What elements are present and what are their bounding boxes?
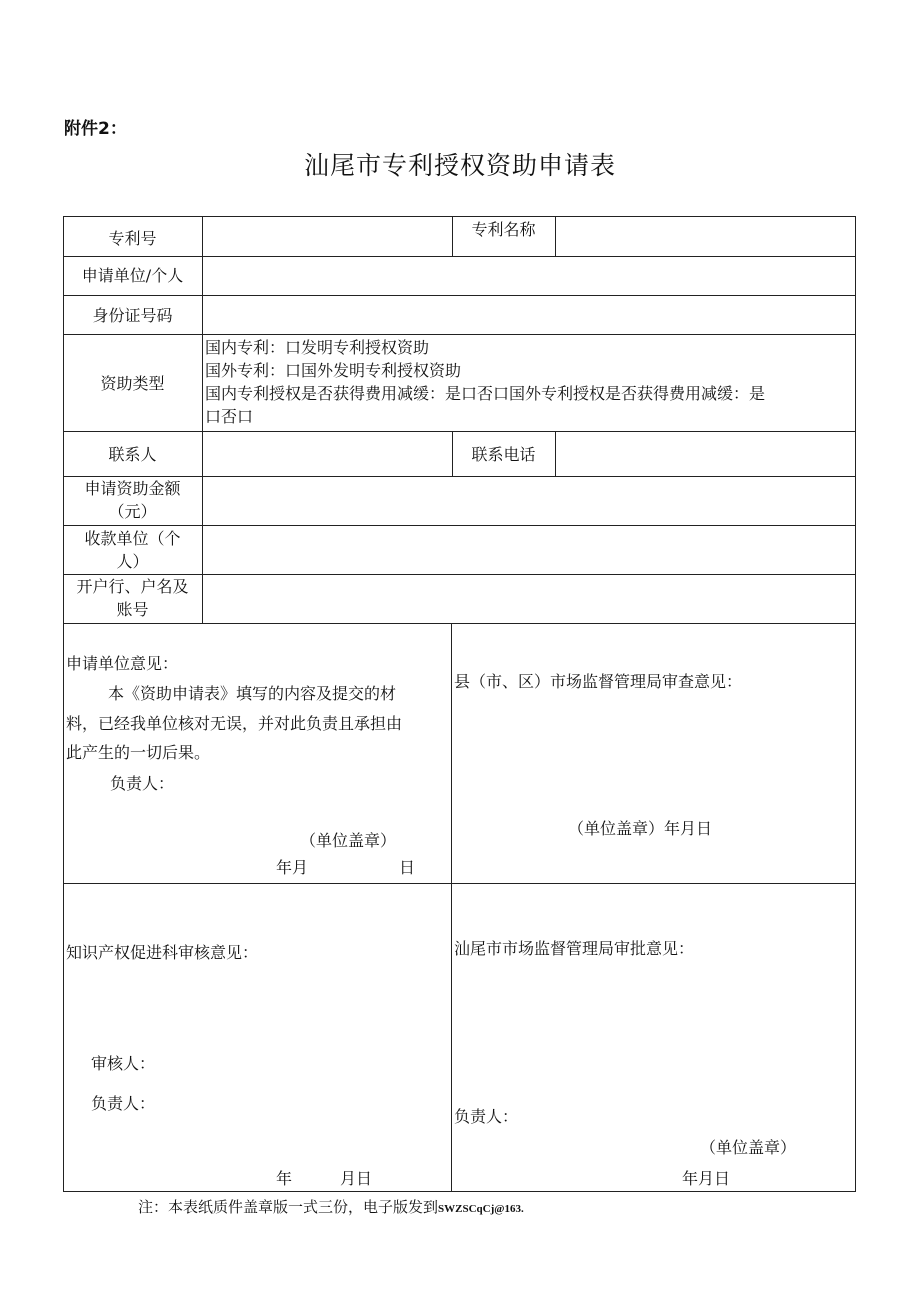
applicant-responsible-person: 负责人： (110, 774, 175, 793)
row-divider (63, 334, 856, 335)
table-border-bottom (63, 1191, 856, 1192)
funding-type-label: 资助类型 (100, 374, 165, 393)
row-divider (63, 883, 856, 884)
phone-field[interactable] (556, 432, 855, 476)
id-number-label: 身份证号码 (92, 306, 173, 325)
form-title: 汕尾市专利授权资助申请表 (303, 151, 616, 180)
ip-section-date-md: 月日 (340, 1169, 373, 1188)
applicant-opinion-text-line3: 此产生的一切后果。 (66, 743, 211, 762)
opinion-column-divider (451, 623, 452, 1191)
applicant-date-ym: 年月 (276, 858, 309, 877)
city-bureau-opinion-title: 汕尾市市场监督管理局审批意见： (454, 939, 695, 958)
id-number-field[interactable] (203, 296, 855, 334)
contact-label: 联系人 (108, 445, 157, 464)
table-border-right (855, 216, 856, 1192)
phone-label: 联系电话 (471, 445, 536, 464)
patent-no-label: 专利号 (108, 229, 157, 248)
fee-reduction-option-cont[interactable]: 口否口 (205, 407, 254, 426)
applicant-opinion-title: 申请单位意见： (66, 654, 179, 673)
bank-label-line2: 账号 (116, 600, 149, 619)
amount-label-line1: 申请资助金额 (84, 479, 181, 498)
applicant-label: 申请单位/个人 (81, 266, 184, 285)
payee-label-line2: 人） (116, 552, 149, 571)
patent-no-field[interactable] (203, 217, 452, 256)
patent-name-field[interactable] (556, 217, 855, 256)
amount-field[interactable] (203, 477, 855, 525)
applicant-opinion-text-line2: 料，已经我单位核对无误，并对此负责且承担由 (66, 714, 403, 733)
payee-label-line1: 收款单位（个 (84, 529, 181, 548)
applicant-opinion-text-line1: 本《资助申请表》填写的内容及提交的材 (108, 684, 397, 703)
fee-reduction-option[interactable]: 国内专利授权是否获得费用减缓：是口否口国外专利授权是否获得费用减缓：是 (205, 384, 766, 403)
county-opinion-title: 县（市、区）市场监督管理局审查意见： (454, 672, 743, 691)
row-divider (63, 623, 856, 624)
ip-section-opinion-title: 知识产权促进科审核意见： (66, 943, 259, 962)
bank-label-line1: 开户行、户名及 (76, 577, 189, 596)
ip-section-reviewer: 审核人： (91, 1054, 156, 1073)
applicant-seal: （单位盖章） (300, 831, 397, 850)
footer-note (138, 1196, 524, 1217)
city-bureau-seal: （单位盖章） (700, 1138, 797, 1157)
payee-field[interactable] (203, 526, 855, 574)
applicant-date-d: 日 (399, 858, 416, 877)
ip-section-date-y: 年 (276, 1169, 293, 1188)
city-bureau-responsible-person: 负责人： (454, 1107, 519, 1126)
foreign-type-option[interactable]: 国外专利：口国外发明专利授权资助 (205, 361, 462, 380)
applicant-field[interactable] (203, 257, 855, 295)
table-border-left (63, 216, 64, 1192)
contact-field[interactable] (203, 432, 452, 476)
county-seal-date: （单位盖章）年月日 (568, 819, 713, 838)
patent-name-label: 专利名称 (471, 220, 536, 239)
attachment-label: 附件2： (64, 119, 127, 139)
ip-section-responsible-person: 负责人： (91, 1094, 156, 1113)
bank-field[interactable] (203, 575, 855, 623)
city-bureau-date: 年月日 (682, 1169, 731, 1188)
domestic-type-option[interactable]: 国内专利：口发明专利授权资助 (205, 338, 430, 357)
footer-note-email: SWZSCqCj@163. (438, 1203, 524, 1215)
amount-label-line2: （元） (108, 502, 157, 521)
footer-note-text: 注：本表纸质件盖章版一式三份，电子版发到 (138, 1198, 439, 1216)
